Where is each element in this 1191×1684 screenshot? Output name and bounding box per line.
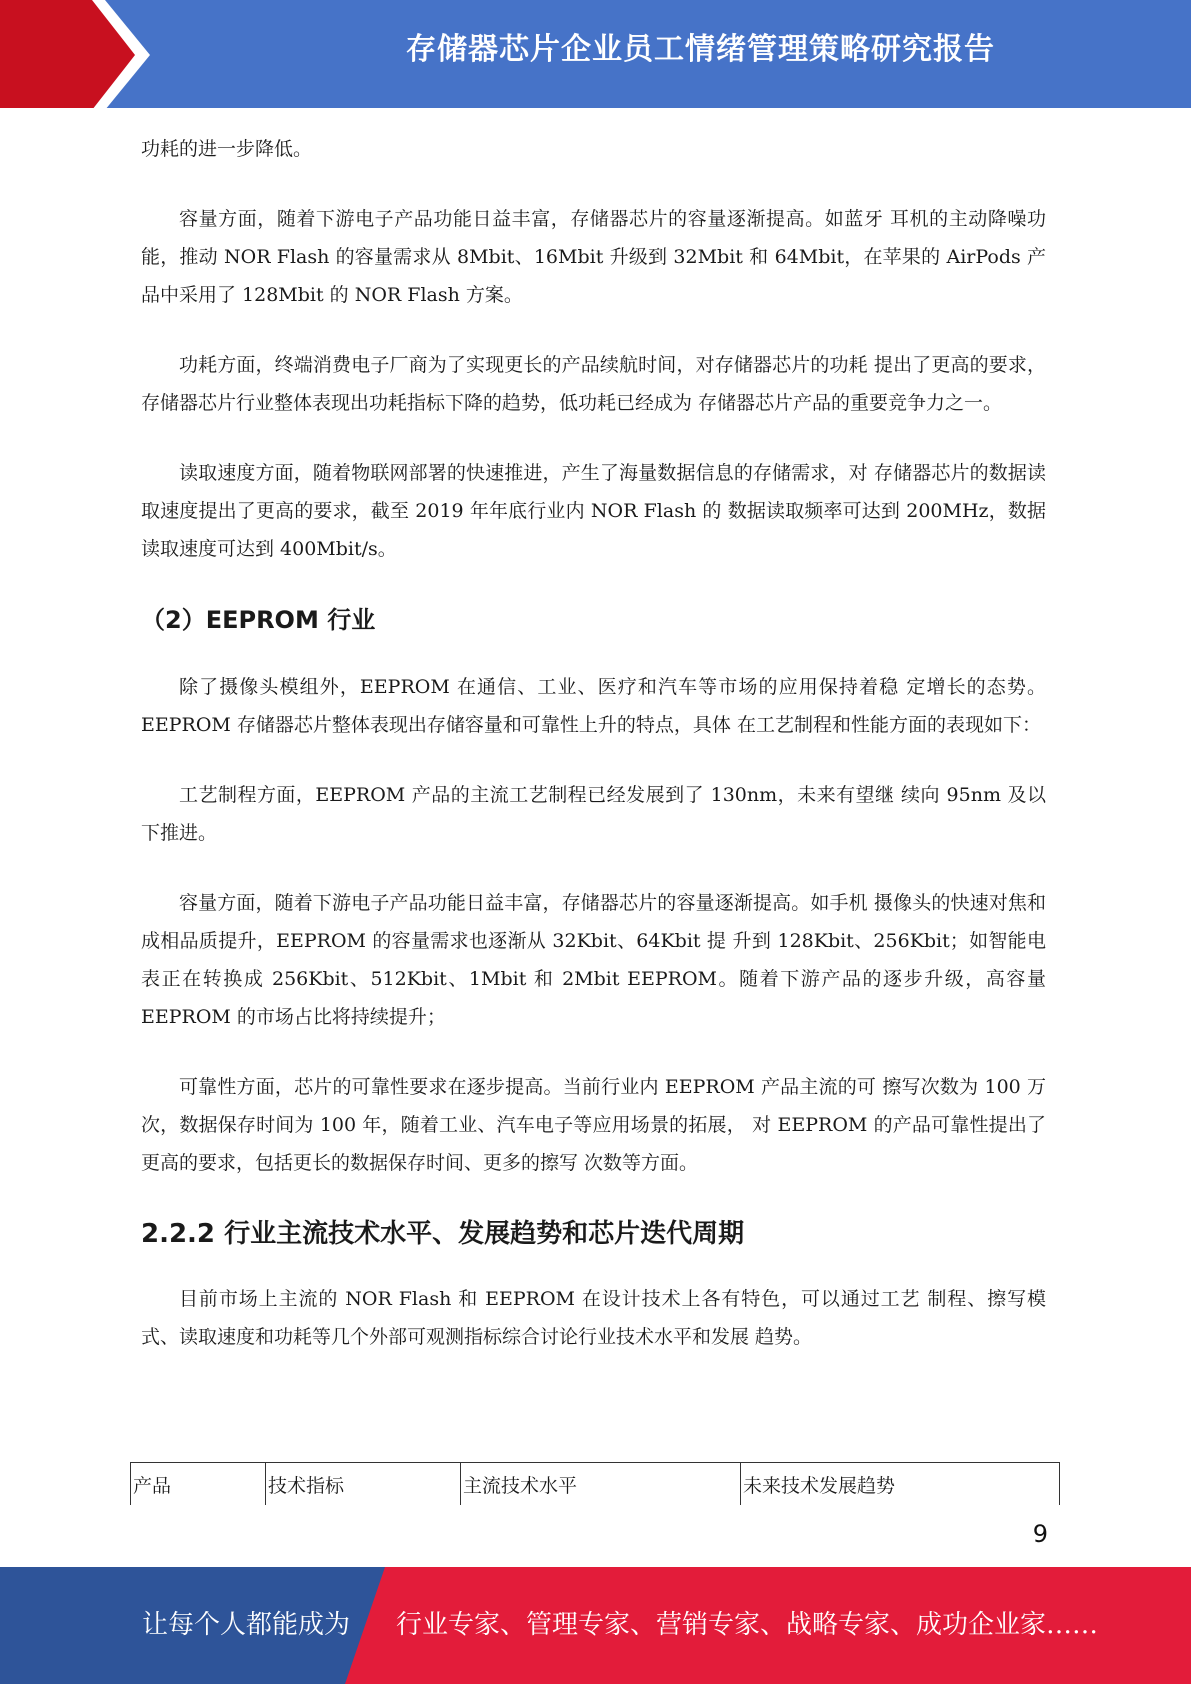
document-title: 存储器芯片企业员工情绪管理策略研究报告 (406, 32, 995, 67)
section-heading-eeprom: （2）EEPROM 行业 (141, 606, 376, 634)
table-header-cell: 主流技术水平 (461, 1463, 741, 1506)
paragraph: 工艺制程方面，EEPROM 产品的主流工艺制程已经发展到了 130nm，未来有望继 续向 95nm 及以下推进。 (141, 784, 1046, 844)
paragraph: 目前市场上主流的 NOR Flash 和 EEPROM 在设计技术上各有特色，可以通过工艺 制程、擦写模式、读取速度和功耗等几个外部可观测指标综合讨论行业技术水平和发展 趋势。 (141, 1288, 1046, 1348)
table-header-row (131, 1463, 1060, 1506)
tech-table (130, 1462, 1060, 1505)
paragraph: 功耗方面，终端消费电子厂商为了实现更长的产品续航时间，对存储器芯片的功耗 提出了更高的要求，存储器芯片行业整体表现出功耗指标下降的趋势，低功耗已经成为 存储器芯片产品的重要竞争力之一。 (141, 354, 1046, 414)
footer-slogan-left: 让每个人都能成为 (142, 1610, 351, 1640)
paragraph: 容量方面，随着下游电子产品功能日益丰富，存储器芯片的容量逐渐提高。如手机 摄像头的快速对焦和成相品质提升，EEPROM 的容量需求也逐渐从 32Kbit、64Kbit 提 升到 128Kbit、256Kbit；如智能电表正在转换成 256Kbit、512Kbit、1Mbit 和 2Mbit EEPROM。随着下游产品的逐步升级，高容量 EEPROM 的市场占比将持续提升； (141, 892, 1046, 1028)
header-banner (0, 0, 1191, 110)
page-number: 9 (1032, 1520, 1048, 1548)
table-header-cell: 未来技术发展趋势 (741, 1463, 1060, 1506)
table-header-cell: 技术指标 (266, 1463, 461, 1506)
paragraph: 功耗的进一步降低。 (141, 138, 313, 160)
paragraph: 可靠性方面，芯片的可靠性要求在逐步提高。当前行业内 EEPROM 产品主流的可 擦写次数为 100 万次，数据保存时间为 100 年，随着工业、汽车电子等应用场景的拓展， 对 EEPROM 的产品可靠性提出了更高的要求，包括更长的数据保存时间、更多的擦写 次数等方面。 (141, 1076, 1046, 1174)
paragraph: 除了摄像头模组外，EEPROM 在通信、工业、医疗和汽车等市场的应用保持着稳 定增长的态势。EEPROM 存储器芯片整体表现出存储容量和可靠性上升的特点，具体 在工艺制程和性能方面的表现如下： (141, 676, 1046, 736)
footer-slogan-right: 行业专家、管理专家、营销专家、战略专家、成功企业家…… (396, 1610, 1099, 1640)
paragraph: 读取速度方面，随着物联网部署的快速推进，产生了海量数据信息的存储需求，对 存储器芯片的数据读取速度提出了更高的要求，截至 2019 年年底行业内 NOR Flash 的 数据读取频率可达到 200MHz，数据读取速度可达到 400Mbit/s。 (141, 462, 1046, 560)
page-content (141, 130, 1046, 1388)
table-header-cell: 产品 (131, 1463, 266, 1506)
section-heading-2-2-2: 2.2.2 行业主流技术水平、发展趋势和芯片迭代周期 (141, 1219, 745, 1249)
paragraph: 容量方面，随着下游电子产品功能日益丰富，存储器芯片的容量逐渐提高。如蓝牙 耳机的主动降噪功能，推动 NOR Flash 的容量需求从 8Mbit、16Mbit 升级到 32Mbit 和 64Mbit，在苹果的 AirPods 产品中采用了 128Mbit 的 NOR Flash 方案。 (141, 208, 1046, 306)
footer-banner (0, 1567, 1191, 1684)
